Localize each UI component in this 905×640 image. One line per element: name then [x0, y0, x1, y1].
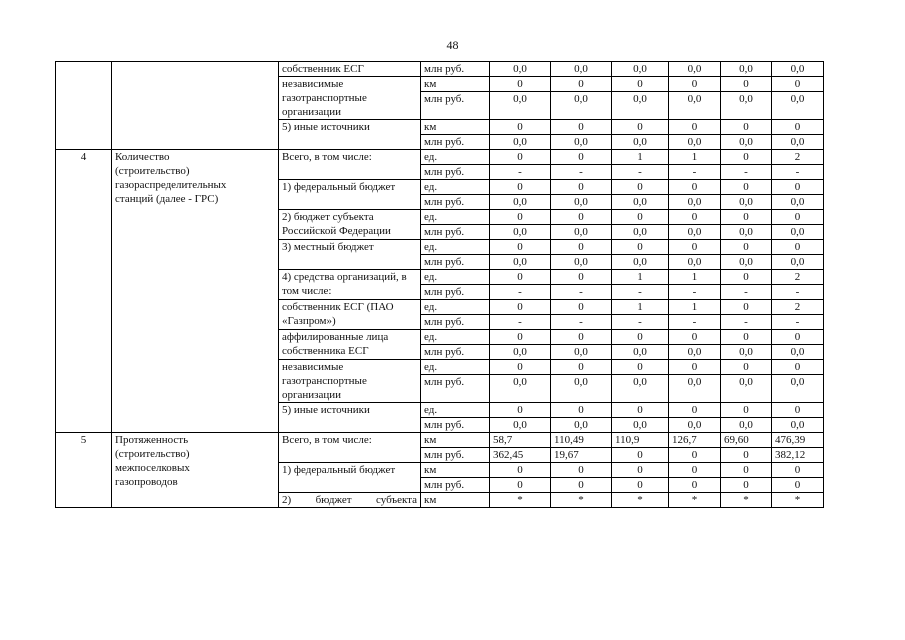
value-cell: -	[612, 285, 669, 300]
source-line: организации	[282, 106, 342, 118]
value-cell: 0	[721, 150, 772, 165]
value-cell: *	[612, 493, 669, 508]
value-cell: 0	[612, 330, 669, 345]
value-cell: 0	[490, 270, 551, 285]
value-cell: 0	[490, 120, 551, 135]
value-cell: 0	[551, 210, 612, 225]
value-cell: 0,0	[669, 255, 721, 270]
value-cell: 0	[669, 120, 721, 135]
value-cell: 0	[669, 240, 721, 255]
value-cell: -	[612, 315, 669, 330]
table-row	[56, 433, 824, 448]
unit-cell: ед.	[421, 300, 490, 315]
value-cell: 0	[669, 360, 721, 375]
value-cell: 476,39	[772, 433, 824, 448]
value-cell: 2	[772, 300, 824, 315]
source-cell: 2) бюджет субъекта Российской Федерации	[279, 210, 421, 240]
value-cell: 0	[721, 403, 772, 418]
value-cell: 0,0	[490, 375, 551, 403]
value-cell: 0,0	[772, 195, 824, 210]
unit-cell: ед.	[421, 330, 490, 345]
value-cell: 0	[669, 210, 721, 225]
source-cell: Всего, в том числе:	[279, 433, 421, 463]
value-cell: 0,0	[490, 135, 551, 150]
value-cell: 0	[551, 478, 612, 493]
name-line: газораспределительных	[115, 179, 227, 191]
value-cell: 0,0	[721, 225, 772, 240]
value-cell: 0,0	[551, 418, 612, 433]
value-cell: 0	[669, 403, 721, 418]
source-cell: 2) бюджет субъекта	[279, 493, 421, 508]
unit-cell: млн руб.	[421, 165, 490, 180]
source-cell: 4) средства организаций, в том числе:	[279, 270, 421, 300]
value-cell: -	[669, 285, 721, 300]
source-cell: аффилированные лица собственника ЕСГ	[279, 330, 421, 360]
unit-cell: км	[421, 120, 490, 135]
value-cell: 362,45	[490, 448, 551, 463]
value-cell: 2	[772, 150, 824, 165]
value-cell: 0,0	[490, 225, 551, 240]
value-cell: 110,9	[612, 433, 669, 448]
value-cell: 0	[772, 330, 824, 345]
source-cell: 5) иные источники	[279, 120, 421, 150]
value-cell: -	[721, 285, 772, 300]
value-cell: *	[669, 493, 721, 508]
value-cell: 0,0	[669, 135, 721, 150]
value-cell: 0	[772, 240, 824, 255]
value-cell: 0	[721, 210, 772, 225]
unit-cell: млн руб.	[421, 418, 490, 433]
value-cell: 0,0	[669, 345, 721, 360]
unit-cell: ед.	[421, 403, 490, 418]
value-cell: 0	[669, 448, 721, 463]
value-cell: 0,0	[721, 375, 772, 403]
unit-cell: млн руб.	[421, 315, 490, 330]
value-cell: 0,0	[612, 345, 669, 360]
value-cell: 0,0	[551, 375, 612, 403]
value-cell: 0,0	[772, 135, 824, 150]
unit-cell: млн руб.	[421, 195, 490, 210]
table-row	[56, 150, 824, 165]
value-cell: 0,0	[721, 135, 772, 150]
value-cell: 0	[772, 120, 824, 135]
value-cell: 0	[551, 403, 612, 418]
value-cell: 0	[490, 403, 551, 418]
value-cell: 0,0	[669, 225, 721, 240]
value-cell: 0	[772, 478, 824, 493]
value-cell: 0,0	[612, 375, 669, 403]
value-cell: 0,0	[772, 255, 824, 270]
num-cell	[56, 62, 112, 150]
value-cell: -	[772, 285, 824, 300]
value-cell: 0	[612, 210, 669, 225]
value-cell: 69,60	[721, 433, 772, 448]
unit-cell: км	[421, 463, 490, 478]
indicator-name	[112, 433, 279, 508]
value-cell: 0,0	[612, 225, 669, 240]
value-cell: 0	[669, 77, 721, 92]
unit-cell: млн руб.	[421, 285, 490, 300]
section-number: 4	[56, 150, 112, 433]
value-cell: *	[551, 493, 612, 508]
source-line: независимые	[282, 78, 344, 90]
value-cell: 126,7	[669, 433, 721, 448]
value-cell: 0,0	[772, 418, 824, 433]
value-cell: 0	[612, 360, 669, 375]
unit-cell: млн руб.	[421, 225, 490, 240]
name-line: станций (далее - ГРС)	[115, 193, 219, 205]
value-cell: 0,0	[669, 92, 721, 120]
value-cell: 1	[612, 270, 669, 285]
value-cell: 19,67	[551, 448, 612, 463]
value-cell: 0	[721, 180, 772, 195]
unit-cell: млн руб.	[421, 345, 490, 360]
value-cell: 0,0	[551, 255, 612, 270]
value-cell: 0	[551, 77, 612, 92]
value-cell: 0	[612, 240, 669, 255]
value-cell: 0	[721, 77, 772, 92]
value-cell: -	[669, 315, 721, 330]
source-cell: 3) местный бюджет	[279, 240, 421, 270]
value-cell: 0	[721, 360, 772, 375]
value-cell: 0	[490, 463, 551, 478]
table-row	[56, 62, 824, 77]
value-cell: 0,0	[490, 418, 551, 433]
value-cell: 0,0	[551, 345, 612, 360]
value-cell: -	[772, 315, 824, 330]
value-cell: 0	[551, 150, 612, 165]
value-cell: 0,0	[551, 62, 612, 77]
value-cell: 0	[490, 330, 551, 345]
source-cell: 5) иные источники	[279, 403, 421, 433]
name-line: межпоселковых	[115, 462, 190, 474]
value-cell: 0	[612, 180, 669, 195]
source-line: газотранспортные	[282, 92, 367, 104]
value-cell: 0,0	[669, 195, 721, 210]
value-cell: 0	[669, 478, 721, 493]
name-cell	[112, 62, 279, 150]
value-cell: 0	[772, 210, 824, 225]
name-line: (строительство)	[115, 165, 190, 177]
value-cell: 382,12	[772, 448, 824, 463]
value-cell: 0	[551, 180, 612, 195]
value-cell: 0	[772, 403, 824, 418]
value-cell: 0,0	[612, 195, 669, 210]
value-cell: 0,0	[669, 375, 721, 403]
value-cell: 0	[490, 180, 551, 195]
value-cell: 0	[772, 77, 824, 92]
value-cell: 0,0	[721, 255, 772, 270]
unit-cell: км	[421, 433, 490, 448]
value-cell: 0,0	[551, 225, 612, 240]
source-cell	[279, 77, 421, 120]
unit-cell: км	[421, 493, 490, 508]
value-cell: 0	[612, 403, 669, 418]
source-cell: собственник ЕСГ	[279, 62, 421, 77]
value-cell: *	[721, 493, 772, 508]
name-line: Протяженность	[115, 434, 189, 446]
value-cell: 0	[490, 150, 551, 165]
source-cell: 1) федеральный бюджет	[279, 463, 421, 493]
value-cell: 0,0	[772, 345, 824, 360]
unit-cell: млн руб.	[421, 62, 490, 77]
value-cell: 0	[772, 180, 824, 195]
value-cell: -	[721, 315, 772, 330]
value-cell: 0,0	[490, 62, 551, 77]
value-cell: 0	[551, 330, 612, 345]
program-indicators-table	[55, 61, 824, 508]
value-cell: 0,0	[721, 92, 772, 120]
source-cell: 1) федеральный бюджет	[279, 180, 421, 210]
value-cell: 0	[612, 448, 669, 463]
value-cell: 1	[612, 300, 669, 315]
value-cell: 0	[612, 463, 669, 478]
value-cell: 0,0	[772, 375, 824, 403]
name-line: (строительство)	[115, 448, 190, 460]
value-cell: 0,0	[721, 62, 772, 77]
value-cell: 2	[772, 270, 824, 285]
value-cell: -	[669, 165, 721, 180]
unit-cell: млн руб.	[421, 135, 490, 150]
unit-cell: млн руб.	[421, 92, 490, 120]
value-cell: 0	[551, 360, 612, 375]
unit-cell: км	[421, 77, 490, 92]
source-cell: собственник ЕСГ (ПАО «Газпром»)	[279, 300, 421, 330]
value-cell: 0	[612, 77, 669, 92]
value-cell: 0,0	[612, 135, 669, 150]
value-cell: 0	[772, 360, 824, 375]
unit-cell: ед.	[421, 360, 490, 375]
value-cell: 0	[490, 360, 551, 375]
value-cell: 0,0	[551, 135, 612, 150]
value-cell: 0	[490, 478, 551, 493]
name-line: Количество	[115, 151, 170, 163]
value-cell: 0,0	[721, 195, 772, 210]
value-cell: -	[490, 165, 551, 180]
value-cell: 0,0	[612, 418, 669, 433]
unit-cell: ед.	[421, 180, 490, 195]
value-cell: 0,0	[721, 345, 772, 360]
value-cell: 110,49	[551, 433, 612, 448]
value-cell: 0,0	[551, 92, 612, 120]
value-cell: *	[772, 493, 824, 508]
value-cell: 0,0	[490, 255, 551, 270]
value-cell: 0	[612, 120, 669, 135]
unit-cell: млн руб.	[421, 375, 490, 403]
unit-cell: ед.	[421, 240, 490, 255]
value-cell: 0,0	[612, 92, 669, 120]
indicator-name	[112, 150, 279, 433]
value-cell: 1	[612, 150, 669, 165]
value-cell: 0,0	[669, 62, 721, 77]
value-cell: -	[551, 285, 612, 300]
value-cell: 0	[612, 478, 669, 493]
unit-cell: ед.	[421, 270, 490, 285]
unit-cell: ед.	[421, 210, 490, 225]
value-cell: 0	[551, 120, 612, 135]
value-cell: 1	[669, 270, 721, 285]
value-cell: 0	[721, 270, 772, 285]
value-cell: 0	[551, 463, 612, 478]
value-cell: 0,0	[772, 92, 824, 120]
source-cell: независимые газотранспортные организации	[279, 360, 421, 403]
value-cell: 0	[721, 448, 772, 463]
value-cell: 0	[551, 300, 612, 315]
value-cell: 0,0	[772, 62, 824, 77]
value-cell: 0	[551, 240, 612, 255]
value-cell: 0	[721, 463, 772, 478]
value-cell: 0	[490, 300, 551, 315]
value-cell: 0	[551, 270, 612, 285]
unit-cell: млн руб.	[421, 255, 490, 270]
value-cell: 0,0	[490, 195, 551, 210]
value-cell: 0	[772, 463, 824, 478]
value-cell: 58,7	[490, 433, 551, 448]
value-cell: 0,0	[721, 418, 772, 433]
value-cell: 0,0	[551, 195, 612, 210]
value-cell: -	[490, 315, 551, 330]
value-cell: 0	[669, 180, 721, 195]
value-cell: -	[721, 165, 772, 180]
page-number: 48	[446, 38, 459, 52]
value-cell: -	[551, 315, 612, 330]
name-line: газопроводов	[115, 476, 178, 488]
value-cell: 0	[721, 120, 772, 135]
value-cell: 1	[669, 150, 721, 165]
value-cell: 0,0	[612, 62, 669, 77]
value-cell: 0	[490, 240, 551, 255]
unit-cell: млн руб.	[421, 478, 490, 493]
value-cell: 0	[490, 210, 551, 225]
value-cell: 0	[721, 330, 772, 345]
value-cell: 0	[721, 478, 772, 493]
value-cell: *	[490, 493, 551, 508]
value-cell: 0	[669, 330, 721, 345]
value-cell: -	[551, 165, 612, 180]
value-cell: 0	[490, 77, 551, 92]
unit-cell: млн руб.	[421, 448, 490, 463]
value-cell: -	[772, 165, 824, 180]
value-cell: 0,0	[490, 92, 551, 120]
value-cell: 0	[721, 300, 772, 315]
value-cell: 0,0	[612, 255, 669, 270]
value-cell: 0	[669, 463, 721, 478]
value-cell: -	[612, 165, 669, 180]
section-number: 5	[56, 433, 112, 508]
value-cell: 1	[669, 300, 721, 315]
value-cell: 0	[721, 240, 772, 255]
source-cell: Всего, в том числе:	[279, 150, 421, 180]
value-cell: 0,0	[490, 345, 551, 360]
unit-cell: ед.	[421, 150, 490, 165]
value-cell: 0,0	[772, 225, 824, 240]
value-cell: 0,0	[669, 418, 721, 433]
value-cell: -	[490, 285, 551, 300]
